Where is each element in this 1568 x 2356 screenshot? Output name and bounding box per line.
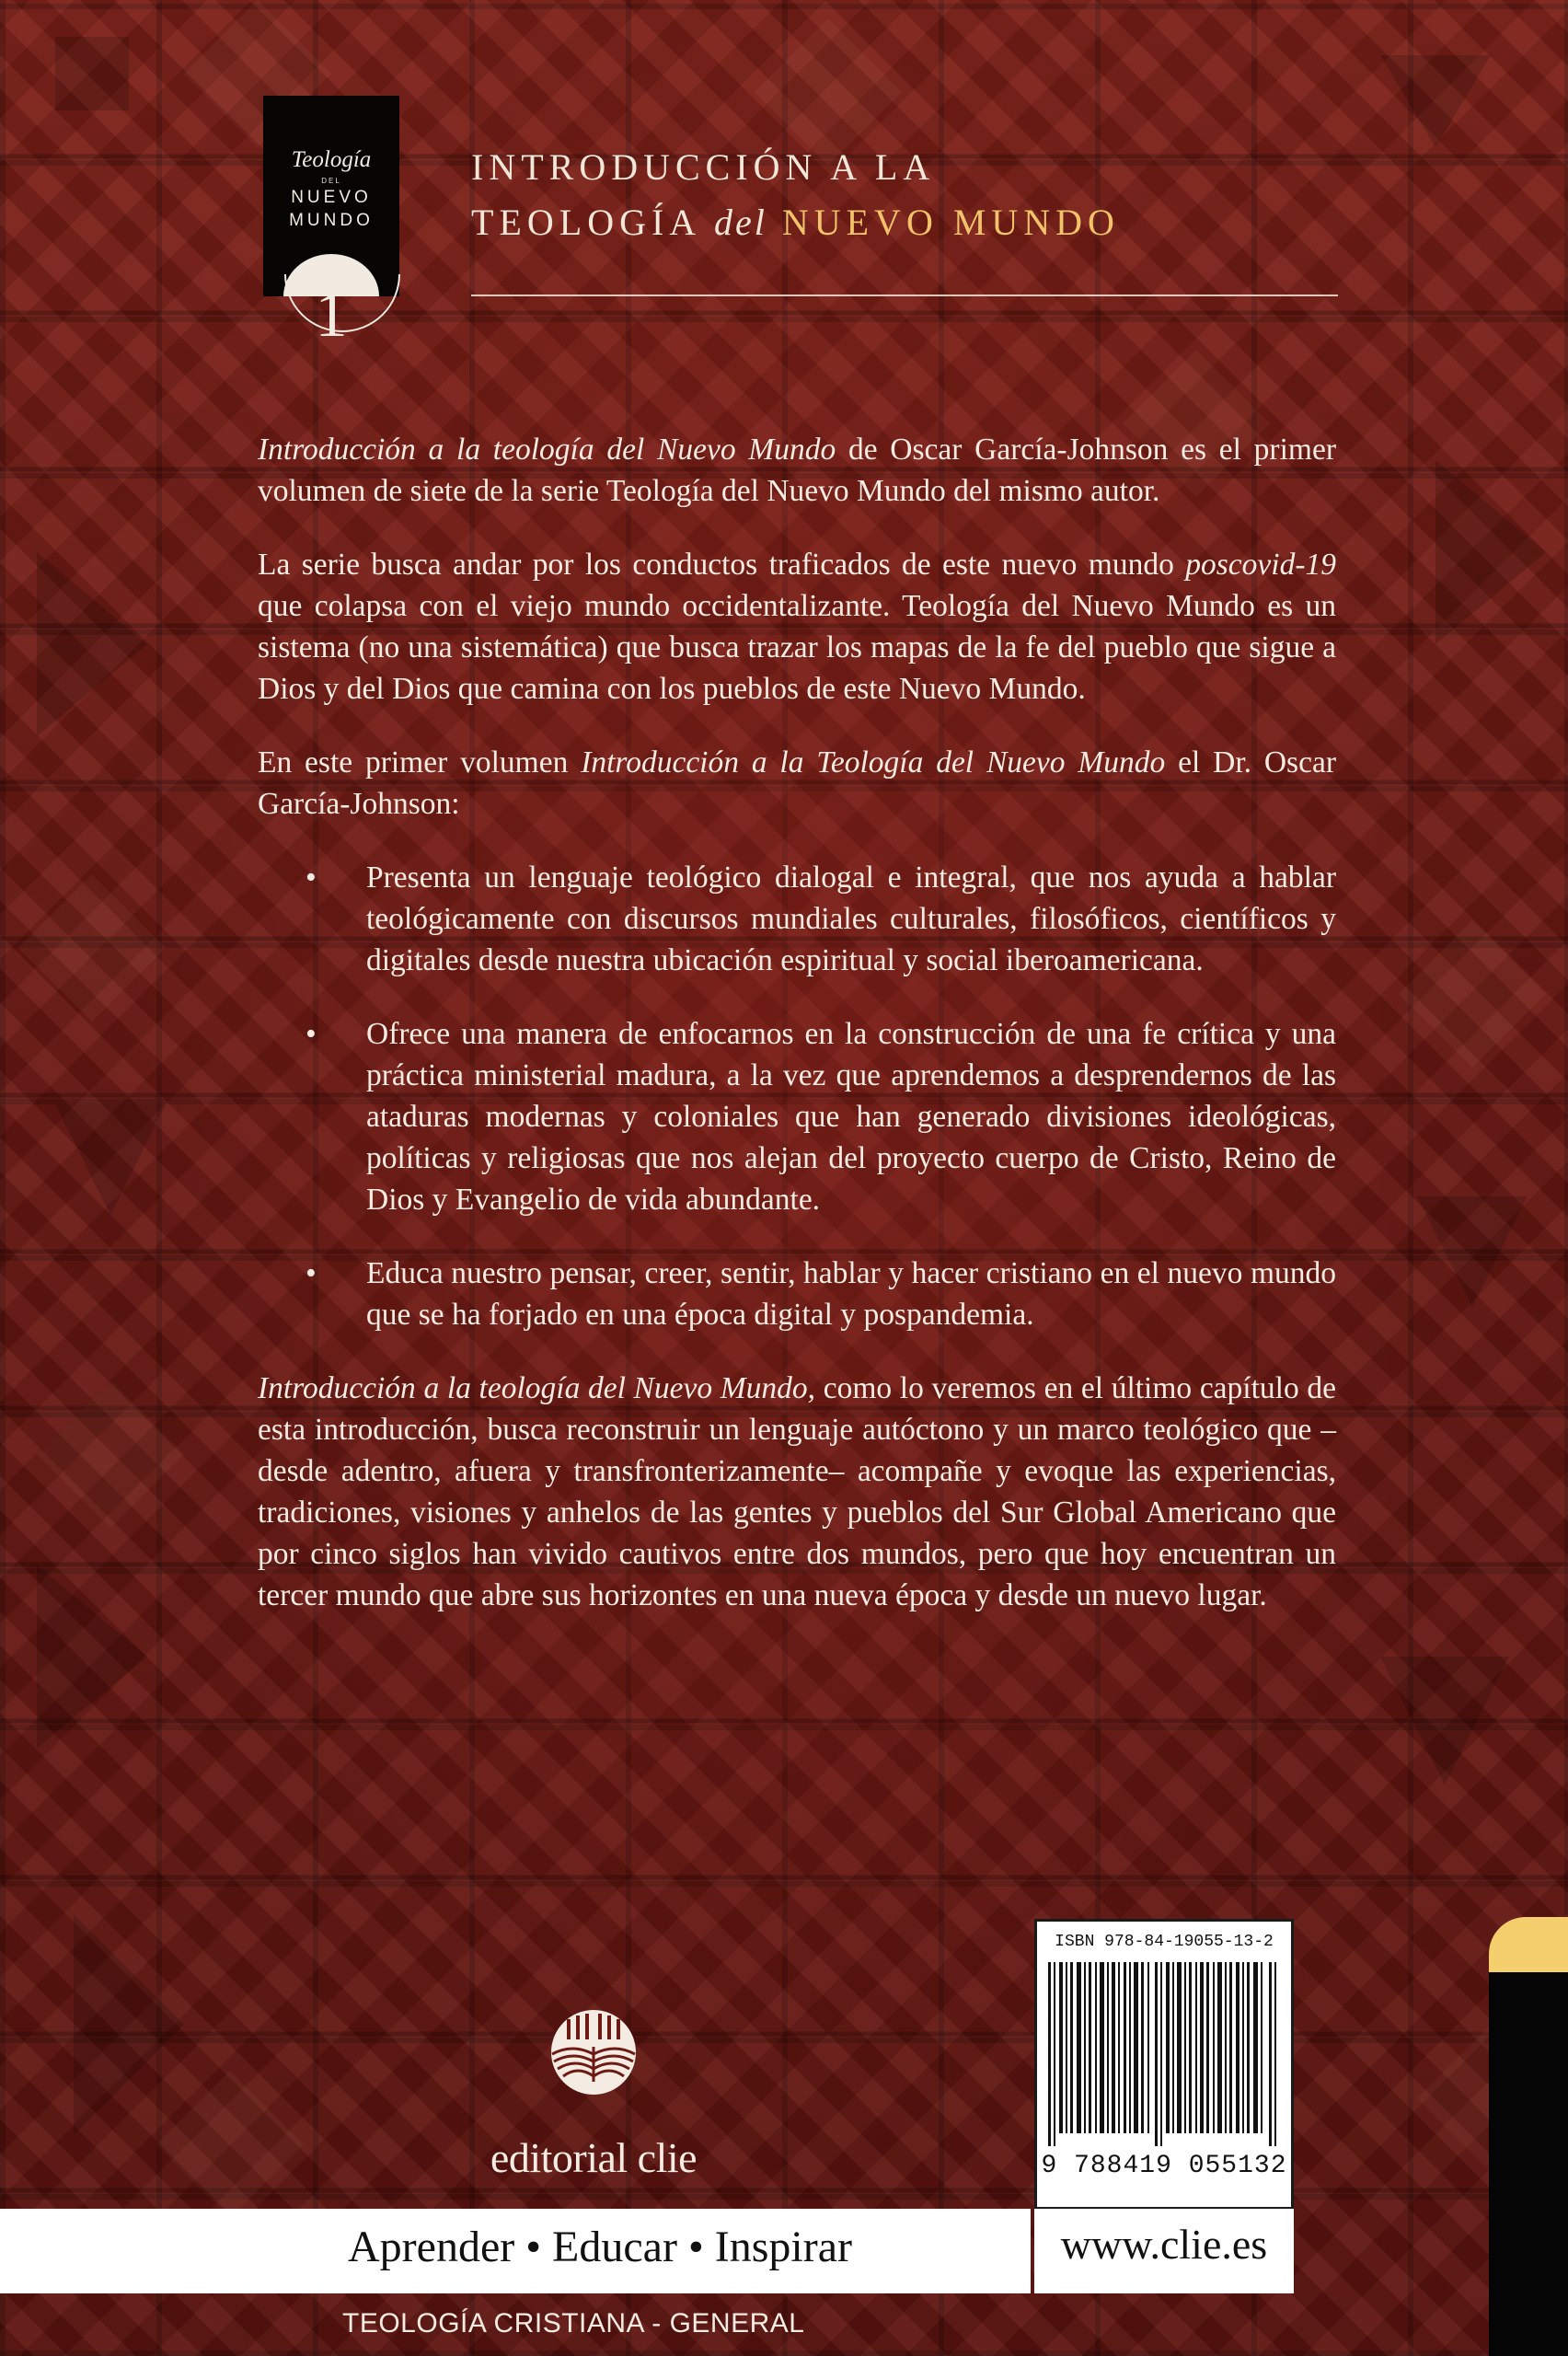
paragraph-1-text: de Oscar García-Johnson es el primer volumen de siete de la serie Teología del Nuevo Mundo del mismo autor.: [258, 433, 1336, 508]
paragraph-4-rest: como lo veremos en el último capítulo de esta introducción, busca reconstruir un lenguaje autóctono y un marco teológico que –desde adentro, afuera y transfronterizamente– acompañe y evoque las experiencias, tradiciones, visiones y anhelos de las gentes y pueblos del Sur Global Americano que por cinco siglos han vivido cautivos entre dos mundos, pero que hoy encuentran un tercer mundo que abre sus horizontes en una nueva época y desde un nuevo lugar.: [258, 1371, 1336, 1612]
paragraph-2-rest: que colapsa con el viejo mundo occidentalizante. Teología del Nuevo Mundo es un sistema (no una sistemática) que busca trazar los mapas de la fe del pueblo que sigue a Dios y del Dios que camina con los pueblos de este Nuevo Mundo.: [258, 589, 1336, 706]
bullet-icon: •: [306, 1017, 317, 1051]
paragraph-3: [258, 742, 1336, 825]
series-title-nuevo-mundo: NUEVO MUNDO: [781, 202, 1120, 243]
spine-edge-tab: [1489, 1917, 1568, 2356]
clie-book-logo-icon: [534, 2006, 653, 2098]
paragraph-4-italic: Introducción a la teología del Nuevo Mundo,: [258, 1371, 816, 1405]
tagline: Aprender • Educar • Inspirar: [348, 2223, 853, 2271]
paragraph-3-rest: el Dr. Oscar García-Johnson:: [258, 745, 1336, 821]
badge-del: DEL: [321, 177, 341, 185]
paragraph-3-italic: Introducción a la Teología del Nuevo Mundo: [581, 745, 1166, 780]
poscovid-italic: poscovid-19: [1185, 548, 1336, 582]
isbn-label: ISBN 978-84-19055-13-2: [1055, 1933, 1274, 1951]
series-title-teologia: TEOLOGÍA: [471, 202, 699, 243]
list-item: [258, 1253, 1336, 1335]
publisher-name: editorial clie: [490, 2134, 698, 2181]
bullet-icon: •: [306, 1256, 317, 1290]
series-title-del: del: [713, 202, 767, 243]
badge-mundo: MUNDO: [289, 211, 374, 230]
series-title-line1: INTRODUCCIÓN A LA: [471, 146, 936, 188]
spine-edge-highlight: [1489, 1917, 1568, 1972]
bullet-icon: •: [306, 860, 317, 895]
description-text: [258, 429, 1336, 1648]
list-item: [258, 1013, 1336, 1220]
bullet-text: Educa nuestro pensar, creer, sentir, hablar y hacer cristiano en el nuevo mundo que se ha forjado en una época digital y pospandemia.: [366, 1256, 1336, 1332]
barcode-icon: [1044, 1962, 1284, 2146]
barcode-box: [1034, 1919, 1294, 2210]
barcode-digits: 9 788419 055132: [1041, 2152, 1287, 2180]
volume-number: 1: [315, 280, 348, 351]
paragraph-4: [258, 1368, 1336, 1616]
badge-teologia: Teología: [291, 147, 372, 172]
series-title-line2: [471, 201, 1120, 244]
publisher-url-link[interactable]: www.clie.es: [1060, 2221, 1268, 2268]
series-badge: [263, 96, 399, 296]
paragraph-2-start: La serie busca andar por los conductos traficados de este nuevo mundo: [258, 548, 1186, 582]
paragraph-1: [258, 429, 1336, 512]
paragraph-3-start: En este primer volumen: [258, 745, 582, 780]
title-divider: [471, 294, 1338, 296]
bullet-list: [258, 857, 1336, 1335]
badge-nuevo: NUEVO: [291, 188, 372, 207]
book-title-italic: Introducción a la teología del Nuevo Mundo: [258, 433, 836, 467]
category-label: TEOLOGÍA CRISTIANA - GENERAL: [342, 2308, 805, 2339]
bullet-text: Ofrece una manera de enfocarnos en la construcción de una fe crítica y una práctica ministerial madura, a la vez que aprendemos a desprendernos de las ataduras modernas y coloniales que han generado divisiones ideológicas, políticas y religiosas que nos alejan del proyecto cuerpo de Cristo, Reino de Dios y Evangelio de vida abundante.: [366, 1017, 1336, 1217]
bullet-text: Presenta un lenguaje teológico dialogal e integral, que nos ayuda a hablar teológicamente con discursos mundiales culturales, filosóficos, científicos y digitales desde nuestra ubicación espiritual y social iberoamericana.: [366, 860, 1336, 977]
list-item: [258, 857, 1336, 981]
paragraph-2: [258, 544, 1336, 710]
